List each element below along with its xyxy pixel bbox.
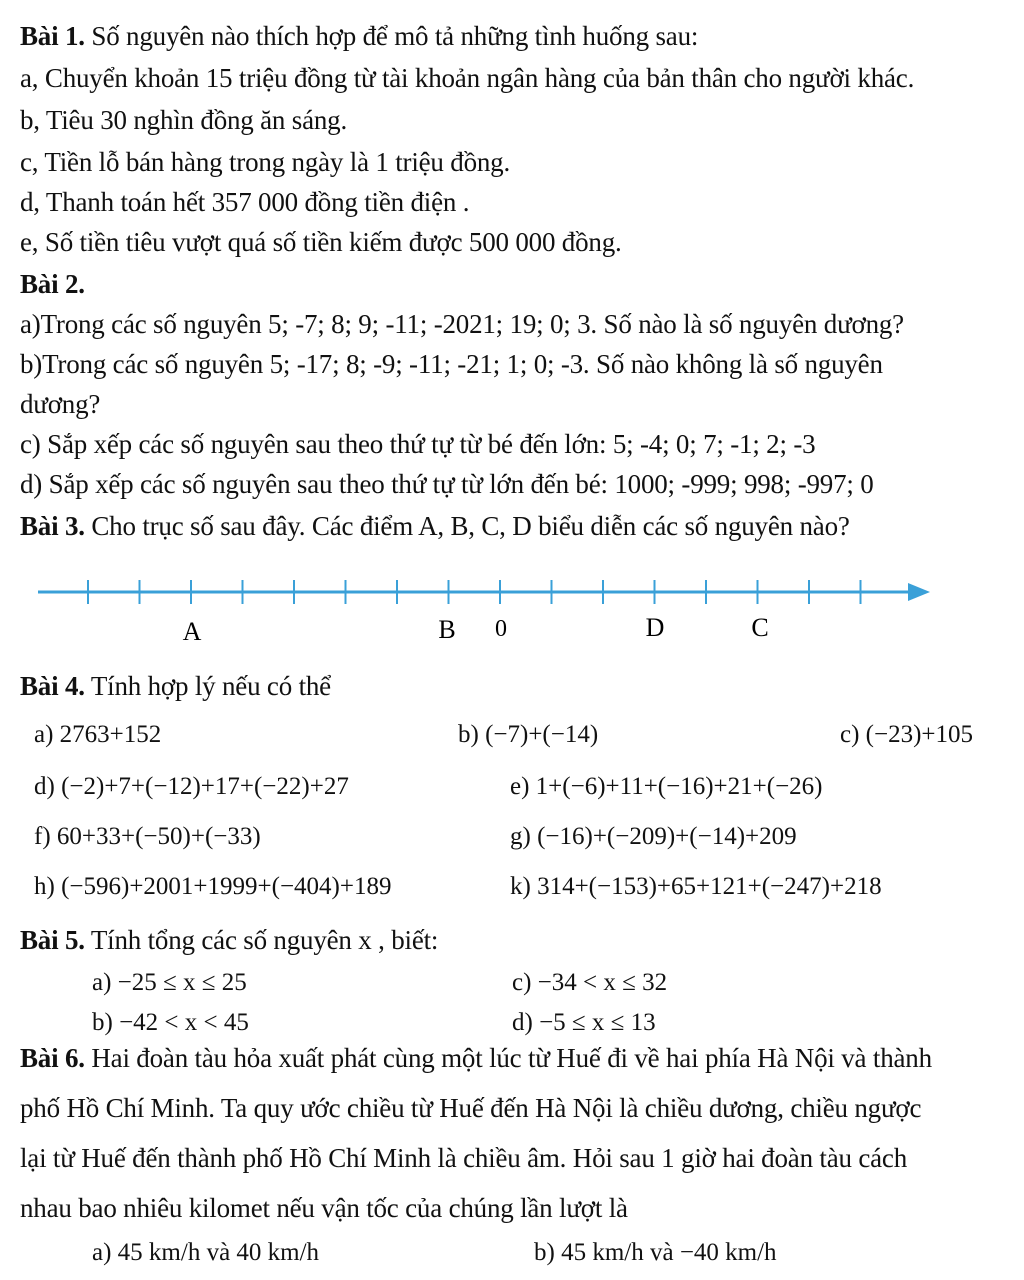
bai1-item-d: d, Thanh toán hết 357 000 đồng tiền điện . (20, 187, 470, 217)
bai4-item-h: h) (−596)+2001+1999+(−404)+189 (34, 873, 392, 900)
bai5-item-b: b) −42 < x < 45 (92, 1009, 249, 1036)
bai1-title (20, 18, 698, 54)
bai4-text: Tính hợp lý nếu có thể (90, 671, 331, 701)
bai6-line-2: phố Hồ Chí Minh. Ta quy ước chiều từ Huế đến Hà Nội là chiều dương, chiều ngược (20, 1093, 922, 1123)
bai1-item-e: e, Số tiền tiêu vượt quá số tiền kiếm được 500 000 đồng. (20, 227, 622, 257)
bai4-item-e: e) 1+(−6)+11+(−16)+21+(−26) (510, 773, 823, 800)
bai4-item-g: g) (−16)+(−209)+(−14)+209 (510, 823, 797, 850)
bai5-heading: Bài 5. (20, 925, 85, 955)
point-d-label: D (645, 613, 665, 642)
bai4-item-c: c) (−23)+105 (840, 721, 974, 748)
number-line (0, 570, 1024, 660)
bai1-item-c: c, Tiền lỗ bán hàng trong ngày là 1 triệu đồng. (20, 147, 511, 177)
bai6-line-3: lại từ Huế đến thành phố Hồ Chí Minh là chiều âm. Hỏi sau 1 giờ hai đoàn tàu cách (20, 1143, 908, 1173)
bai4-heading: Bài 4. (20, 671, 85, 701)
bai2-item-d: d) Sắp xếp các số nguyên sau theo thứ tự từ lớn đến bé: 1000; -999; 998; -997; 0 (20, 469, 874, 499)
point-c-label: C (751, 613, 769, 642)
bai3-text: Cho trục số sau đây. Các điểm A, B, C, D biểu diễn các số nguyên nào? (91, 511, 850, 541)
bai1-heading: Bài 1. (20, 21, 85, 51)
bai4-item-a: a) 2763+152 (34, 721, 162, 748)
bai5-text: Tính tổng các số nguyên x , biết: (90, 925, 439, 955)
bai5-item-c: c) −34 < x ≤ 32 (512, 969, 668, 996)
bai1-text: Số nguyên nào thích hợp để mô tả những tình huống sau: (91, 21, 699, 51)
bai6-line-1 (20, 1040, 932, 1076)
point-b-label: B (438, 615, 456, 644)
bai6-line-4: nhau bao nhiêu kilomet nếu vận tốc của chúng lần lượt là (20, 1193, 628, 1223)
bai3-title (20, 508, 850, 544)
bai4-item-d: d) (−2)+7+(−12)+17+(−22)+27 (34, 773, 349, 800)
bai2-item-a: a)Trong các số nguyên 5; -7; 8; 9; -11; -2021; 19; 0; 3. Số nào là số nguyên dương? (20, 309, 904, 339)
point-a-label: A (182, 617, 202, 646)
bai5-title (20, 922, 438, 958)
bai6-item-a: a) 45 km/h và 40 km/h (92, 1239, 320, 1266)
bai6-heading: Bài 6. (20, 1043, 85, 1073)
bai6-item-b: b) 45 km/h và −40 km/h (534, 1239, 777, 1266)
bai5-item-a: a) −25 ≤ x ≤ 25 (92, 969, 247, 996)
bai4-title (20, 668, 331, 704)
bai3-heading: Bài 3. (20, 511, 85, 541)
bai2-item-c: c) Sắp xếp các số nguyên sau theo thứ tự từ bé đến lớn: 5; -4; 0; 7; -1; 2; -3 (20, 429, 816, 459)
bai1-item-a: a, Chuyển khoản 15 triệu đồng từ tài khoản ngân hàng của bản thân cho người khác. (20, 63, 915, 93)
number-line-arrow (908, 583, 930, 601)
bai6-text-1: Hai đoàn tàu hỏa xuất phát cùng một lúc từ Huế đi về hai phía Hà Nội và thành (91, 1043, 932, 1073)
bai4-item-b: b) (−7)+(−14) (458, 721, 599, 748)
bai5-item-d: d) −5 ≤ x ≤ 13 (512, 1009, 656, 1036)
bai2-heading: Bài 2. (20, 269, 85, 299)
bai2-item-b: b)Trong các số nguyên 5; -17; 8; -9; -11; -21; 1; 0; -3. Số nào không là số nguyên (20, 349, 883, 379)
bai1-item-b: b, Tiêu 30 nghìn đồng ăn sáng. (20, 105, 348, 135)
bai4-item-f: f) 60+33+(−50)+(−33) (34, 823, 261, 850)
zero-label: 0 (495, 616, 507, 642)
bai4-item-k: k) 314+(−153)+65+121+(−247)+218 (510, 873, 882, 900)
bai2-item-b-cont: dương? (20, 389, 101, 419)
